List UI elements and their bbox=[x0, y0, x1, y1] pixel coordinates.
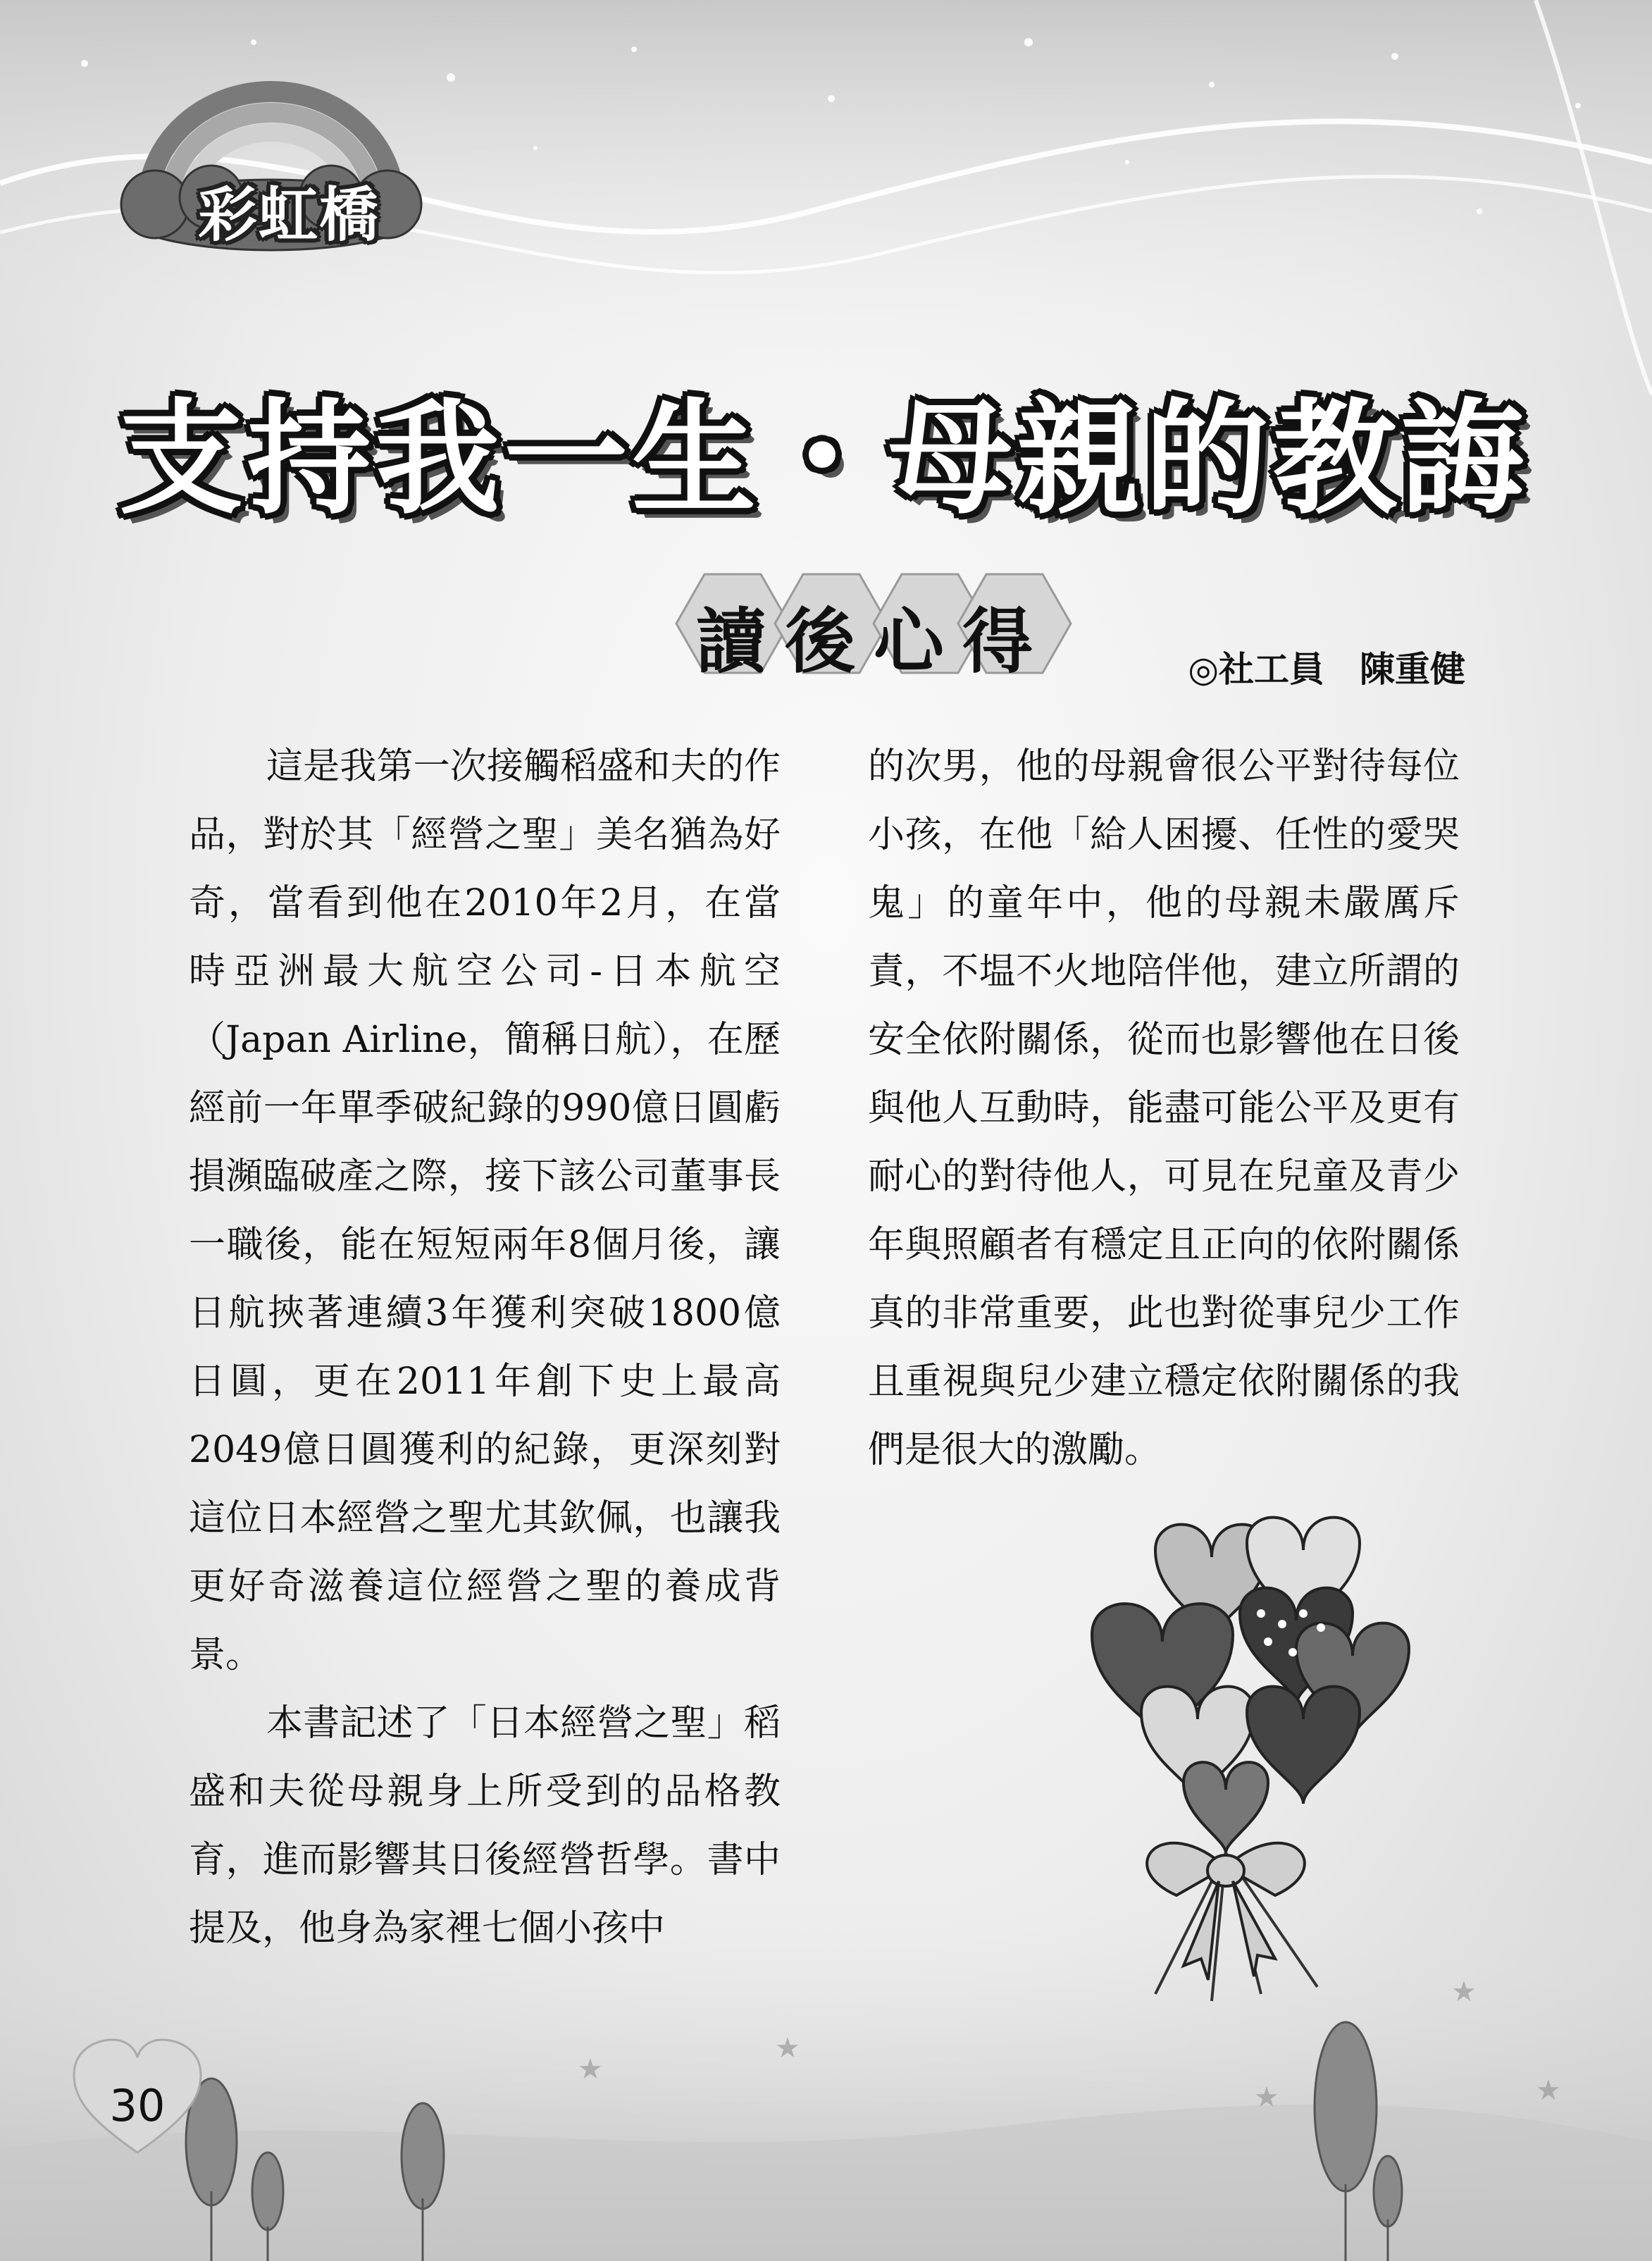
page-number-badge bbox=[70, 2036, 204, 2160]
section-tag-label: 彩虹橋 bbox=[197, 180, 380, 249]
svg-text:★: ★ bbox=[1451, 1976, 1477, 2008]
subtitle-badge bbox=[662, 557, 1085, 690]
svg-text:★: ★ bbox=[578, 2053, 603, 2086]
heart-balloon-bouquet-icon bbox=[1050, 1501, 1444, 2008]
svg-text:★: ★ bbox=[1536, 2074, 1561, 2107]
article-column-right bbox=[868, 733, 1460, 1485]
article-column-left bbox=[189, 733, 781, 1963]
page-number: 30 bbox=[109, 2080, 166, 2131]
svg-text:★: ★ bbox=[775, 2032, 800, 2064]
paragraph: 的次男，他的母親會很公平對待每位小孩，在他「給人困擾、任性的愛哭鬼」的童年中，他的母親未嚴厲斥責，不塭不火地陪伴他，建立所謂的安全依附關係，從而也影響他在日後與他人互動時，能盡可能公平及更有耐心的對待他人，可見在兒童及青少年與照顧者有穩定且正向的依附關係真的非常重要，此也對從事兒少工作且重視與兒少建立穩定依附關係的我們是很大的激勵。 bbox=[868, 745, 1460, 1471]
subtitle: 讀後心得 bbox=[696, 600, 1051, 683]
author-byline: ◎社工員 陳重健 bbox=[1188, 649, 1465, 690]
section-tag bbox=[106, 63, 437, 261]
page-title: 支持我一生・母親的教誨 bbox=[118, 385, 1529, 531]
paragraph: 本書記述了「日本經營之聖」稻盛和夫從母親身上所受到的品格教育，進而影響其日後經營哲學。書中提及，他身為家裡七個小孩中 bbox=[189, 1702, 781, 1950]
paragraph: 這是我第一次接觸稻盛和夫的作品，對於其「經營之聖」美名猶為好奇，當看到他在2010年2月，在當時亞洲最大航空公司-日本航空（Japan Airline，簡稱日航），在歷經前一年單季破紀錄的990億日圓虧損瀕臨破產之際，接下該公司董事長一職後，能在短短兩年8個月後，讓日航挾著連續3年獲利突破1800億日圓，更在2011年創下史上最高2049億日圓獲利的紀錄，更深刻對這位日本經營之聖尤其欽佩，也讓我更好奇滋養這位經營之聖的養成背景。 bbox=[189, 745, 781, 1676]
svg-text:★: ★ bbox=[1254, 2081, 1279, 2114]
